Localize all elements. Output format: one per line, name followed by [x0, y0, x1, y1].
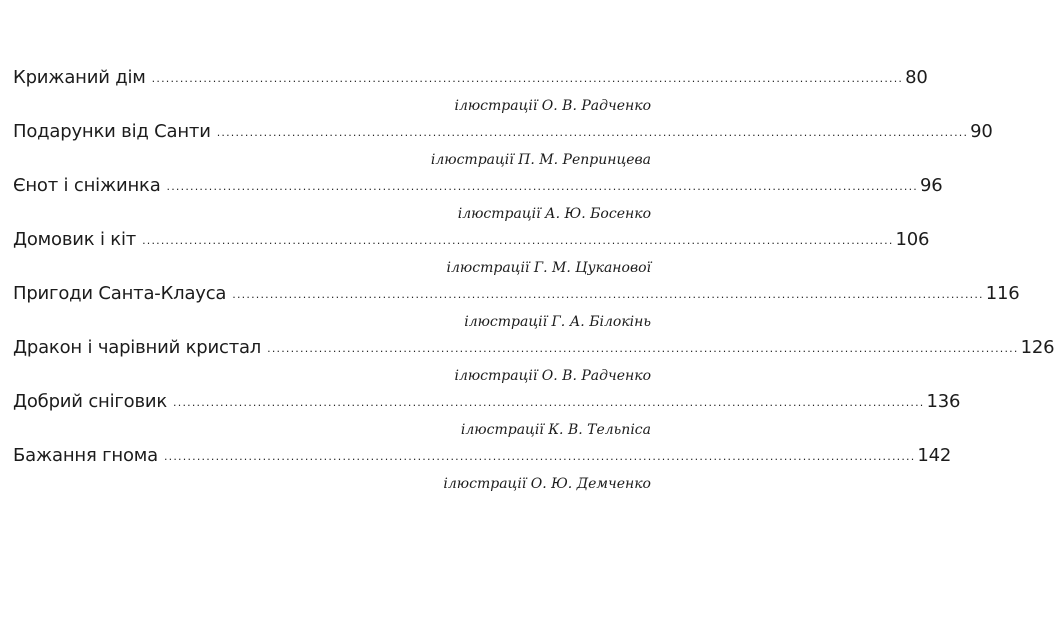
page-number: 96	[919, 175, 943, 196]
illustrator-credit: ілюстрації О. В. Радченко	[454, 98, 651, 114]
toc-row[interactable]	[13, 283, 1020, 311]
entry-title: Єнот і сніжинка	[13, 175, 161, 196]
toc-entry	[13, 283, 1020, 337]
page-number: 90	[970, 121, 993, 142]
dot-leader: ................................................................................................................................................................	[166, 180, 918, 193]
dot-leader: ................................................................................................................................................................	[173, 396, 925, 409]
illustrator-credit: ілюстрації О. В. Радченко	[454, 368, 651, 384]
toc-row[interactable]	[13, 391, 961, 419]
illustrator-credit: ілюстрації К. В. Тельпіса	[460, 422, 651, 438]
dot-leader: ................................................................................................................................................................	[232, 288, 984, 301]
illustrator-credit: ілюстрації Г. А. Білокінь	[464, 314, 651, 330]
entry-title: Подарунки від Санти	[13, 121, 211, 142]
entry-title: Дракон і чарівний кристал	[13, 337, 262, 358]
illustrator-credit: ілюстрації П. М. Репринцева	[430, 152, 651, 168]
page-number: 142	[917, 445, 952, 466]
table-of-contents	[13, 67, 1054, 499]
illustrator-credit: ілюстрації О. Ю. Демченко	[443, 476, 651, 492]
illustrator-credit: ілюстрації Г. М. Цуканової	[446, 260, 651, 276]
dot-leader: ................................................................................................................................................................	[267, 342, 1019, 355]
entry-title: Домовик і кіт	[13, 229, 137, 250]
toc-entry	[13, 337, 1054, 391]
dot-leader: ................................................................................................................................................................	[151, 72, 904, 85]
toc-entry	[13, 445, 952, 499]
page-number: 106	[895, 229, 930, 250]
entry-title: Бажання гнома	[13, 445, 158, 466]
page-number: 80	[905, 67, 928, 88]
toc-entry	[13, 391, 961, 445]
page-number: 126	[1020, 337, 1054, 358]
toc-row[interactable]	[13, 175, 943, 203]
toc-entry	[13, 229, 930, 283]
toc-entry	[13, 67, 928, 121]
toc-row[interactable]	[13, 229, 930, 257]
toc-row[interactable]	[13, 445, 952, 473]
entry-title: Крижаний дім	[13, 67, 146, 88]
entry-title: Добрий сніговик	[13, 391, 168, 412]
entry-title: Пригоди Санта-Клауса	[13, 283, 227, 304]
page-number: 136	[926, 391, 961, 412]
dot-leader: ................................................................................................................................................................	[142, 234, 894, 247]
dot-leader: ................................................................................................................................................................	[216, 126, 969, 139]
toc-row[interactable]	[13, 67, 928, 95]
toc-row[interactable]	[13, 337, 1054, 365]
illustrator-credit: ілюстрації А. Ю. Босенко	[457, 206, 651, 222]
toc-row[interactable]	[13, 121, 993, 149]
toc-entry	[13, 121, 993, 175]
toc-entry	[13, 175, 943, 229]
dot-leader: ................................................................................................................................................................	[163, 450, 916, 463]
page-number: 116	[985, 283, 1020, 304]
